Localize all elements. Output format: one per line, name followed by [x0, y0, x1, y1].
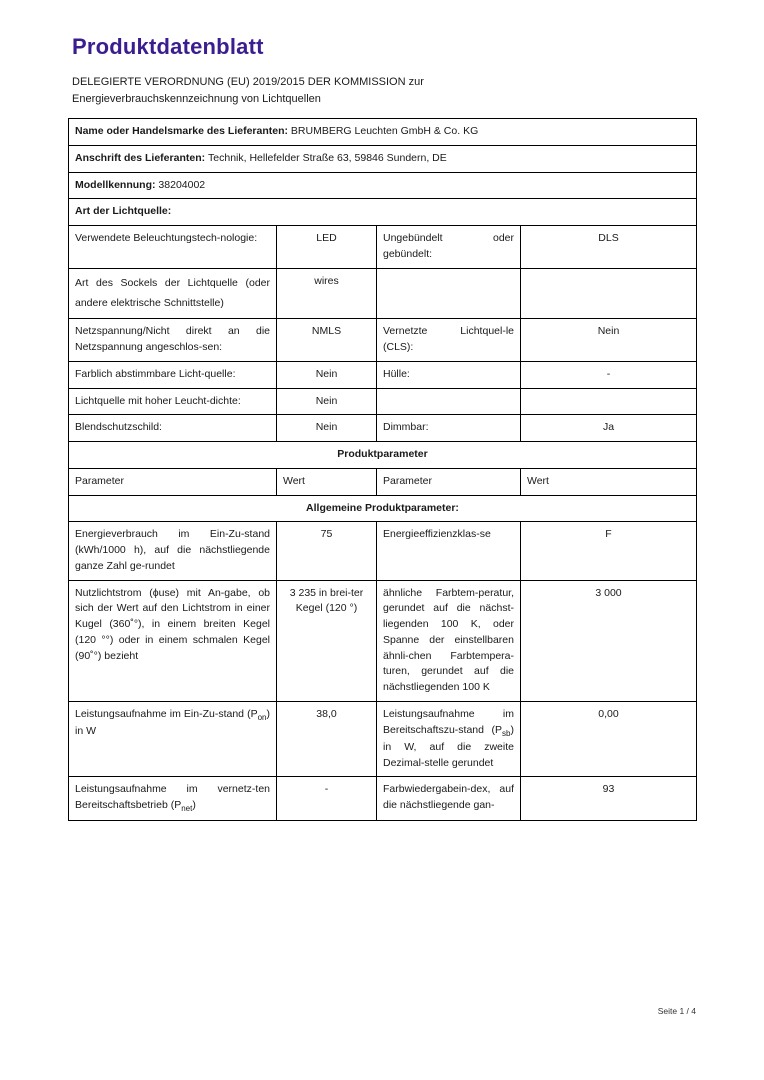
subscript-on: on [257, 713, 267, 723]
table-row [69, 415, 697, 442]
cell-value-1: Nein [277, 415, 377, 442]
table-row [69, 522, 697, 580]
section-general-product-parameters: Allgemeine Produktparameter: [69, 495, 697, 522]
param-header-value-1: Wert [277, 468, 377, 495]
subscript-sb: sb [502, 728, 511, 738]
cell-value-1: Nein [277, 361, 377, 388]
page-title: Produktdatenblatt [72, 34, 264, 59]
table-row-section-light-source-type [69, 199, 697, 226]
table-row-section-general-parameters [69, 495, 697, 522]
section-light-source-type: Art der Lichtquelle: [69, 199, 697, 226]
supplier-name-value: BRUMBERG Leuchten GmbH & Co. KG [290, 125, 479, 138]
cell-label-2: ähnliche Farbtem-peratur, gerundet auf die nächst-liegenden 100 K, oder Spanne der einstellbaren ähnli-chen Farbtempera-turen, gerundet auf die nächstliegenden 100 K [377, 580, 521, 701]
subtitle-line-1: DELEGIERTE VERORDNUNG (EU) 2019/2015 DER KOMMISSION zur [72, 76, 424, 88]
cell-label-2 [377, 268, 521, 319]
param-header-value-2: Wert [521, 468, 697, 495]
cell-value-1: 38,0 [277, 701, 377, 776]
subtitle-line-2: Energieverbrauchskennzeichnung von Lichtquellen [72, 93, 321, 106]
cell-label-1: Nutzlichtstrom (ϕuse) mit An-gabe, ob sich der Wert auf den Lichtstrom in einer Kugel (360˚°), in einem breiten Kegel (120 °°) oder in einem schmalen Kegel (90˚°) bezieht [69, 580, 277, 701]
param-header-parameter-2: Parameter [377, 468, 521, 495]
cell-value-2: Nein [521, 319, 697, 362]
cell-label-2: Energieeffizienzklas-se [377, 522, 521, 580]
page-footer: Seite 1 / 4 [657, 1006, 696, 1016]
cell-value-2: 3 000 [521, 580, 697, 701]
table-row-section-product-parameters [69, 442, 697, 469]
cell-value-1: NMLS [277, 319, 377, 362]
cell-label-2: Vernetzte Lichtquel-le (CLS): [377, 319, 521, 362]
cell-value-2: DLS [521, 226, 697, 269]
cell-label-2-text: Leistungsaufnahme im Bereitschaftszu-stand $(P_{sb})$ in W, auf die zweite Dezimal-stelle gerundet [383, 707, 514, 769]
cell-value-2 [521, 388, 697, 415]
cell-value-1: 3 235 in brei-ter Kegel (120 °) [277, 580, 377, 701]
cell-label-1: Blendschutzschild: [69, 415, 277, 442]
cell-label-2: Farbwiedergabein-dex, auf die nächstliegende gan- [377, 777, 521, 821]
cell-label-1: Verwendete Beleuchtungstech-nologie: [69, 226, 277, 269]
table-row-model [69, 172, 697, 199]
cell-label-1: Lichtquelle mit hoher Leucht-dichte: [69, 388, 277, 415]
cell-value-1: - [277, 777, 377, 821]
supplier-address-label: Anschrift des Lieferanten: [75, 151, 206, 164]
table-row [69, 777, 697, 821]
cell-value-2: - [521, 361, 697, 388]
product-data-table [68, 118, 697, 821]
cell-value-1: 75 [277, 522, 377, 580]
cell-value-1: Nein [277, 388, 377, 415]
model-value: 38204002 [158, 178, 206, 191]
section-product-parameters: Produktparameter [69, 442, 697, 469]
table-row-supplier-name [69, 119, 697, 146]
cell-label-1-text: Leistungsaufnahme im vernetz-ten Bereitschaftsbetrieb $(P_{net})$ [75, 783, 270, 814]
table-row [69, 319, 697, 362]
supplier-name-label: Name oder Handelsmarke des Lieferanten: [75, 125, 288, 138]
cell-label-2: Dimmbar: [377, 415, 521, 442]
param-header-parameter-1: Parameter [69, 468, 277, 495]
cell-value-2: F [521, 522, 697, 580]
table-row [69, 701, 697, 776]
cell-label-2: Hülle: [377, 361, 521, 388]
subscript-net: net [181, 804, 193, 814]
table-row-param-header [69, 468, 697, 495]
model-label: Modellkennung: [75, 178, 156, 191]
table-row-supplier-address [69, 145, 697, 172]
cell-value-2: Ja [521, 415, 697, 442]
cell-value-2 [521, 268, 697, 319]
cell-value-1: wires [277, 268, 377, 319]
cell-label-1: Energieverbrauch im Ein-Zu-stand (kWh/1000 h), auf die nächstliegende ganze Zahl ge-rundet [69, 522, 277, 580]
cell-label-2 [377, 388, 521, 415]
cell-value-2: 93 [521, 777, 697, 821]
table-row [69, 268, 697, 319]
cell-label-1 [69, 777, 277, 821]
cell-label-1 [69, 701, 277, 776]
table-row [69, 226, 697, 269]
document-content [68, 34, 696, 821]
table-row [69, 388, 697, 415]
document-subtitle [72, 74, 696, 108]
table-row [69, 361, 697, 388]
cell-label-1: Netzspannung/Nicht direkt an die Netzspannung angeschlos-sen: [69, 319, 277, 362]
cell-label-1-text: Leistungsaufnahme im Ein-Zu-stand $(P_{on})$ in W [75, 707, 270, 738]
supplier-address-value: Technik, Hellefelder Straße 63, 59846 Sundern, DE [208, 151, 447, 164]
cell-value-1: LED [277, 226, 377, 269]
table-row [69, 580, 697, 701]
cell-label-1: Farblich abstimmbare Licht-quelle: [69, 361, 277, 388]
cell-value-2: 0,00 [521, 701, 697, 776]
cell-label-2 [377, 701, 521, 776]
cell-label-2: Ungebündelt oder gebündelt: [377, 226, 521, 269]
cell-label-1: Art des Sockels der Lichtquelle (oder andere elektrische Schnittstelle) [69, 268, 277, 319]
